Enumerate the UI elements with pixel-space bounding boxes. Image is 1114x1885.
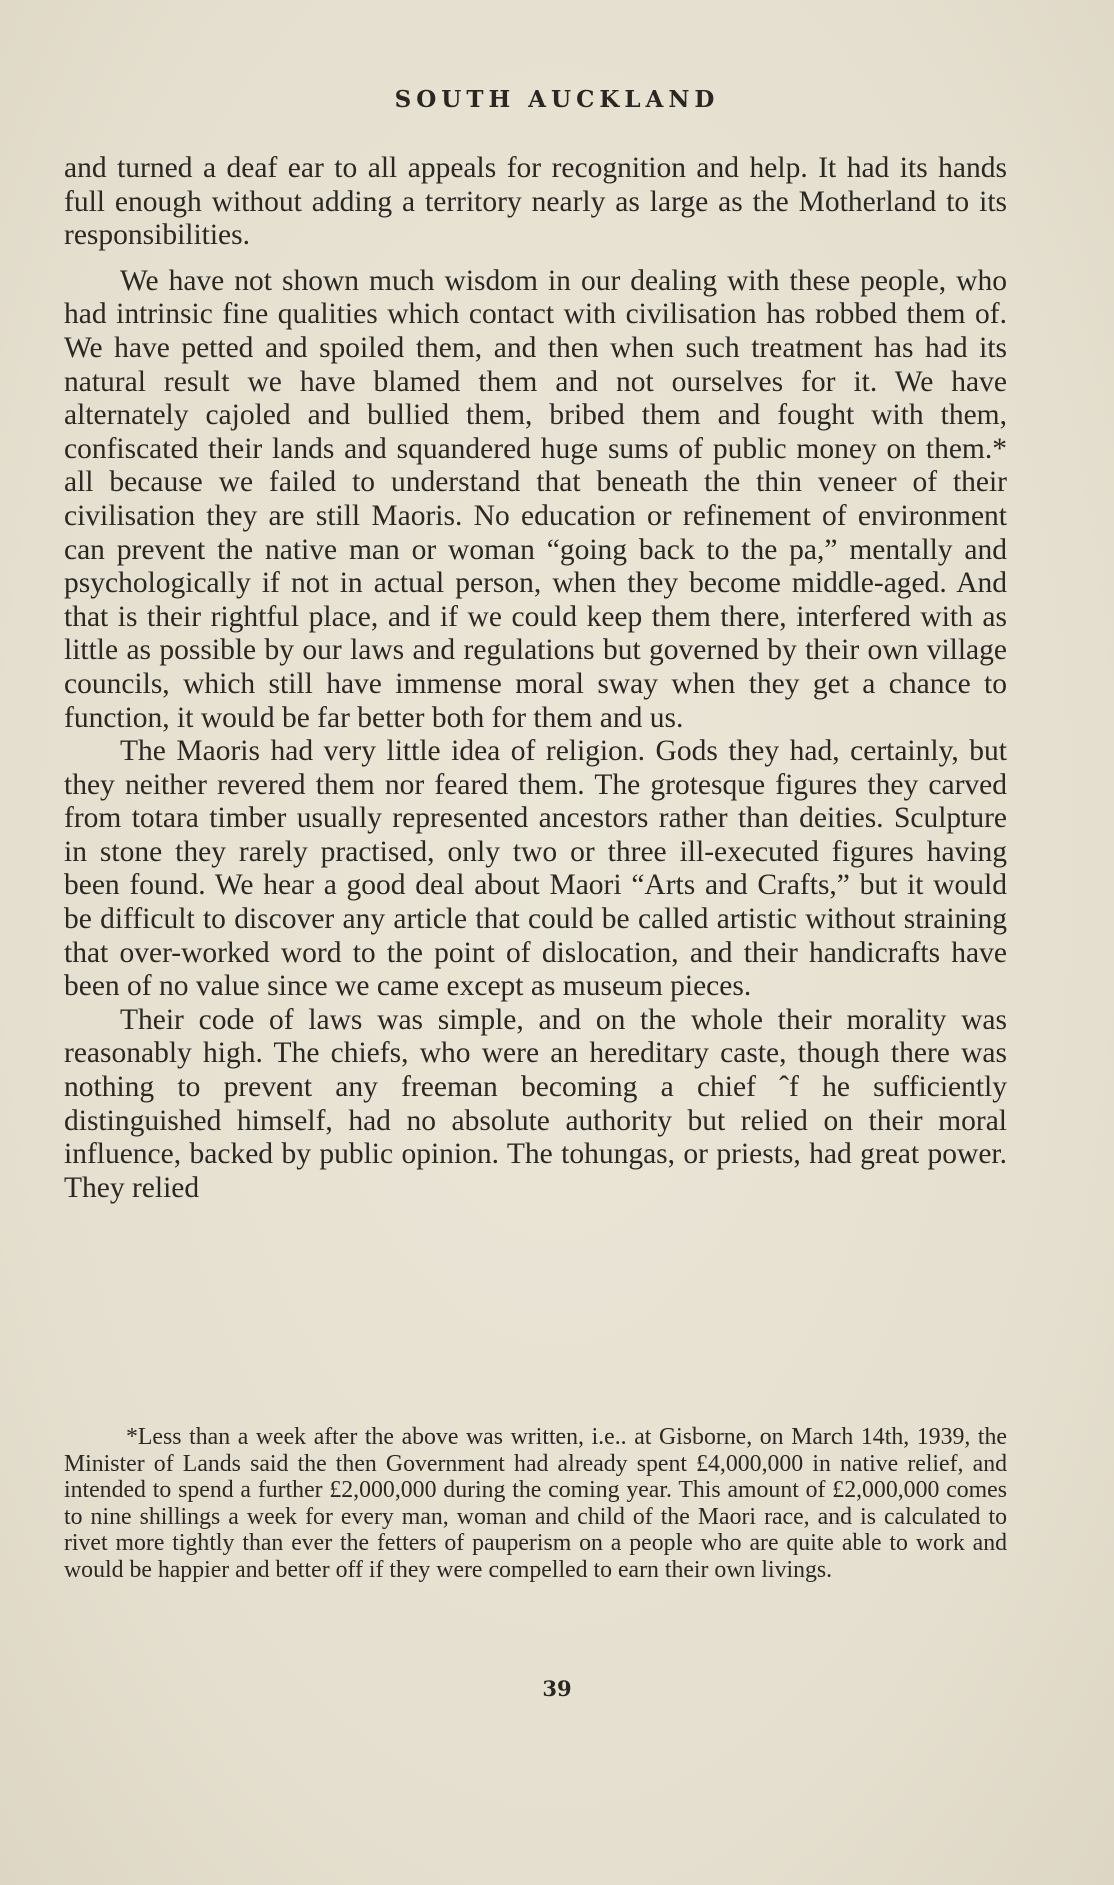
footnote	[64, 1424, 1007, 1584]
running-head-title: SOUTH AUCKLAND	[394, 86, 720, 113]
body-text	[64, 152, 1007, 1205]
paragraph-continued: and turned a deaf ear to all appeals for recognition and help. It had its hands full enough without adding a territory nearly as large as the Motherland to its responsibilities.	[64, 152, 1007, 252]
page-number: 39	[542, 1676, 572, 1701]
paragraph-wisdom: We have not shown much wisdom in our dealing with these people, who had intrinsic fine qualities which contact with civilisation has robbed them of. We have petted and spoiled them, and then when such treatment has had its natural result we have blamed them and not ourselves for it. We have alternately cajoled and bullied them, bribed them and fought with them, confiscated their lands and squandered huge sums of public money on them.* all because we failed to understand that beneath the thin veneer of their civilisation they are still Maoris. No education or refinement of environment can prevent the native man or woman “going back to the pa,” mentally and psychologically if not in actual person, when they become middle-aged. And that is their rightful place, and if we could keep them there, interfered with as little as possible by our laws and regulations but governed by their own village councils, which still have immense moral sway when they get a chance to function, it would be far better both for them and us.	[64, 264, 1007, 734]
paragraph-religion: The Maoris had very little idea of religion. Gods they had, certainly, but they neither revered them nor feared them. The grotesque figures they carved from totara timber usually represented ancestors rather than deities. Sculpture in stone they rarely practised, only two or three ill-executed figures having been found. We hear a good deal about Maori “Arts and Crafts,” but it would be difficult to discover any article that could be called artistic without straining that over-worked word to the point of dislocation, and their handicrafts have been of no value since we came except as museum pieces.	[64, 735, 1007, 1003]
footnote-text: *Less than a week after the above was written, i.e.. at Gisborne, on March 14th, 1939, the Minister of Lands said the then Government had already spent £4,000,000 in native relief, and intended to spend a further £2,000,000 during the coming year. This amount of £2,000,000 comes to nine shillings a week for every man, woman and child of the Maori race, and is calculated to rivet more tightly than ever the fetters of pauperism on a people who are quite able to work and would be happier and better off if they were compelled to earn their own livings.	[64, 1424, 1007, 1583]
paragraph-laws: Their code of laws was simple, and on the whole their morality was reasonably high. The chiefs, who were an hereditary caste, though there was nothing to prevent any freeman becoming a chief ˆf he sufficiently distinguished himself, had no absolute authority but relied on their moral influence, backed by public opinion. The tohungas, or priests, had great power. They relied	[64, 1003, 1007, 1204]
